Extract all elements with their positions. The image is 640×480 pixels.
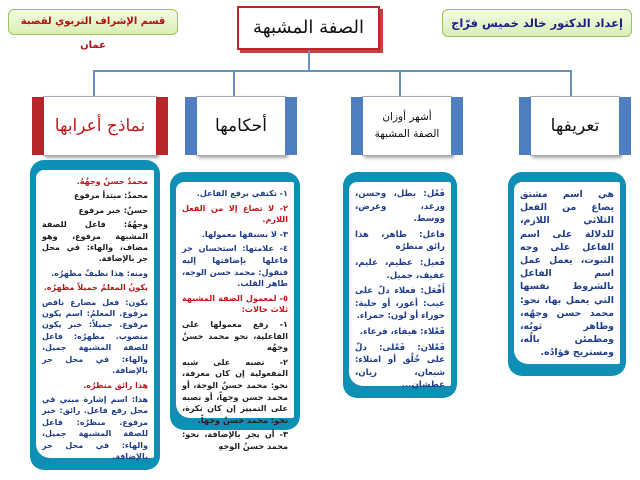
- category-examples-label: نماذج أعرابها: [54, 116, 146, 136]
- right-header-tag: إعداد الدكتور خالد خميس فرّاج: [442, 9, 632, 37]
- category-weights: [362, 96, 452, 156]
- example-item: هذا: اسم إشارة مبني في محل رفع فاعل. رائق: خبر مرفوع. منظرُه: فاعل للصفة المشبهة جميل، والهاء: في محل جر بالإضافة.: [42, 394, 148, 461]
- rule-item: ٣- أن يجر بالإضافة، نحو: محمد حسنُ الوجهِ: [182, 429, 288, 451]
- weight-item: أَفْعَل: فعلاء دلّ على عيب: أعور، أو حلية: حوراء أو لون: حمراء.: [355, 286, 445, 322]
- rule-item: ١- رفع معمولها على الفاعلية، نحو محمد حسنٌ وجهُه: [182, 318, 288, 353]
- category-definition-label: تعريفها: [550, 116, 600, 136]
- rule-item: ٣- لا يسبقها معمولها.: [201, 228, 288, 239]
- weight-item: فَعْلان: فَعْلى: دلّ على خُلُق أو امتلاء: شبعان، ريان، عطشان...: [355, 342, 445, 391]
- category-band: [185, 97, 197, 155]
- diagram-title: الصفة المشبهة: [237, 6, 380, 50]
- example-item: حسنٌ: خبر مرفوع: [78, 205, 148, 215]
- panel-rules-text: [176, 182, 294, 451]
- panel-examples: [30, 160, 160, 470]
- example-item: هذا رائق منظرُه.: [83, 380, 148, 390]
- panel-examples-text: [36, 170, 154, 461]
- category-band: [156, 97, 168, 155]
- category-band: [619, 97, 631, 155]
- left-header-tag: قسم الإشراف التربوي لقصبة عمان: [8, 9, 178, 35]
- weight-item: فَعيل: عظيم، عليم، عفيف، جميل.: [355, 257, 445, 281]
- category-rules-label: أحكامها: [215, 116, 267, 136]
- example-item: محمدٌ: مبتدأ مرفوع: [74, 191, 148, 201]
- weight-item: فَعْل: بطل، وحسن، ورغد، وعرض، ووسط.: [355, 189, 445, 225]
- category-weights-line1: أشهر أوزان: [382, 111, 432, 123]
- rule-item: ٤- علامتها: استحسان جر فاعلها بإضافتها إليه فنقول: محمد حسن الوجه، طاهر القلب.: [182, 243, 288, 289]
- panel-rules: [170, 172, 300, 451]
- definition-text: هي اسم مشتق يصاغ من الفعل الثلاثي اللازم، للدلالة على اسم الفاعل على وجه الثبوت، يعمل عمل اسم الفاعل بالشروط نفسها التي يعمل بها، نحو: محمد حسن وجهُه، وطاهر ثوبُه، ومطمئن بالُه، ومستريح فؤادُه.: [520, 189, 614, 359]
- example-item: محمدٌ حسنٌ وجهُهُ.: [76, 177, 148, 186]
- example-item: يكونُ المعلمُ جميلاً مظهرُه.: [43, 283, 148, 293]
- rule-item: ٢- نصبه على شبه المفعولية إن كان معرفة، نحو: محمد حسنٌ الوجهَ، أو محمد حسن وجهاً، أو نصبه على التمييز إن كان نكرة، نحو: محمد حسنٌ وجهاً.: [182, 356, 288, 425]
- category-weights-label: [363, 97, 451, 143]
- category-band: [451, 97, 463, 155]
- connector-definition: [570, 70, 572, 96]
- rule-item: ١- تكتفي برفع الفاعل.: [196, 188, 288, 198]
- category-definition: [530, 96, 620, 156]
- example-item: ومنه: هذا نظيفٌ مظهرُه.: [51, 268, 148, 278]
- category-band: [519, 97, 531, 155]
- example-item: وجهُهُ: فاعل للصفة المشبهة مرفوع، وهو مضاف، والهاء: في محل جر بالإضافة.: [42, 220, 148, 264]
- panel-definition: [508, 172, 626, 376]
- connector-rules: [233, 70, 235, 96]
- connector-weights: [399, 70, 401, 96]
- category-band: [285, 97, 297, 155]
- category-examples: [43, 96, 157, 156]
- category-rules: [196, 96, 286, 156]
- weight-item: فَعْلاء: هيفاء، فرعاء.: [359, 326, 445, 337]
- panel-definition-text: [514, 182, 620, 364]
- connector-examples: [93, 70, 95, 96]
- rule-item: ٢- لا تصاغ إلا من الفعل اللازم.: [182, 202, 288, 225]
- category-band: [32, 97, 44, 155]
- panel-weights-text: [349, 182, 451, 391]
- rule-item: ٥- لمعمول الصفة المشبهة ثلاث حالات:: [182, 292, 288, 315]
- category-band: [351, 97, 363, 155]
- weight-item: فاعل: طاهر، هذا رائق منظرُه: [355, 229, 445, 253]
- panel-weights: [343, 172, 457, 398]
- category-weights-line2: الصفة المشبهة: [374, 128, 440, 140]
- connector-title-down: [308, 50, 310, 70]
- example-item: يكون: فعل مضارع ناقص مرفوع. المعلمُ: اسم يكون مرفوع. جميلاً: خبر يكون منصوب. مظهرُه: فاعل للصفة المشبهة جميل، والهاء: في محل جر بالإضافة.: [42, 297, 148, 376]
- connector-horizontal: [93, 70, 571, 72]
